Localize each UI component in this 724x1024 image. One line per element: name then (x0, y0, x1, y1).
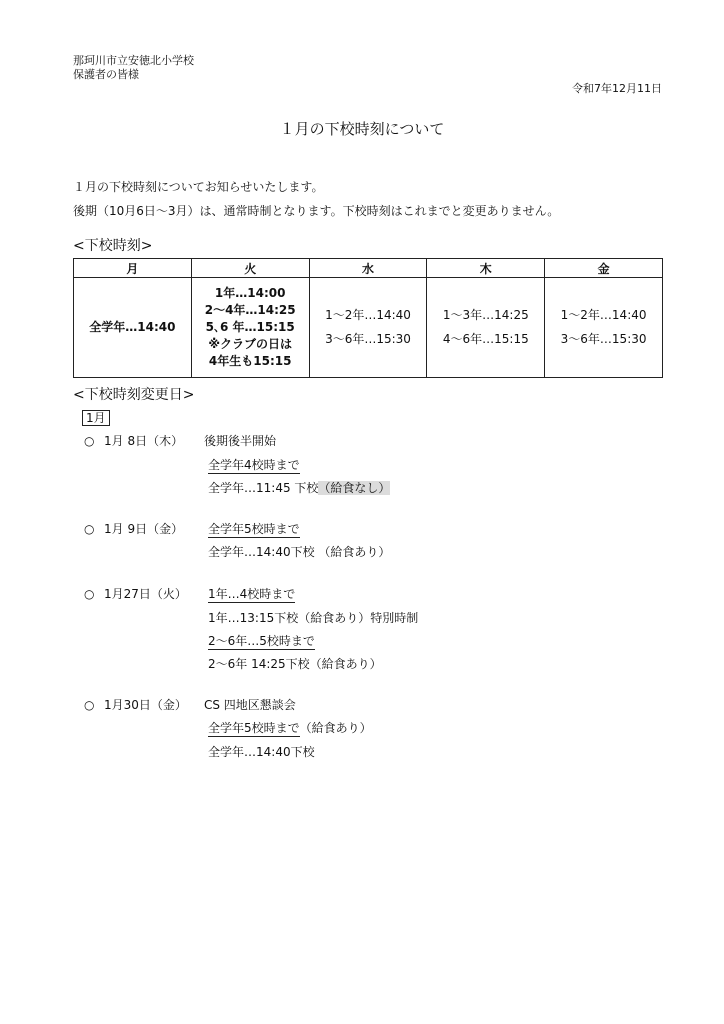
document-title: １月の下校時刻について (279, 120, 445, 138)
intro-line-2: 後期（10月6日～3月）は、通常時制となります。下校時刻はこれまでと変更ありません。 (73, 204, 560, 218)
wed-line: 1～2年…14:40 (325, 308, 411, 322)
thu-cell (427, 278, 545, 378)
thu-line: 4～6年…15:15 (442, 332, 529, 346)
entry-line: 1年…13:15下校（給食あり）特別時制 (208, 611, 419, 625)
table-header-row (74, 259, 663, 278)
issue-date: 令和7年12月11日 (572, 82, 662, 95)
entry-line: 全学年…14:40下校 (208, 745, 315, 759)
entry-event: CS 四地区懇談会 (204, 698, 296, 712)
entry-line-text: 2～6年…5校時まで (208, 634, 315, 648)
thu-line: 1～3年…14:25 (442, 308, 529, 322)
entry-line-text: 1年…4校時まで (208, 587, 296, 601)
entry-marker: ○ (84, 698, 95, 712)
wed-cell (309, 278, 427, 378)
fri-line: 1～2年…14:40 (560, 308, 647, 322)
tue-line: 1年…14:00 (214, 286, 286, 300)
recipient: 保護者の皆様 (73, 68, 139, 81)
entry-marker: ○ (84, 434, 95, 448)
tue-line: 4年生も15:15 (208, 354, 292, 368)
entry-line (208, 521, 300, 537)
month-label-box: 1月 (82, 410, 110, 426)
tue-line: 2～4年…14:25 (204, 303, 296, 317)
entry-line-text: 全学年…11:45 下校 (208, 481, 319, 495)
entry-line: 2～6年 14:25下校（給食あり） (208, 657, 382, 671)
entry-line (208, 586, 295, 602)
fri-cell (545, 278, 663, 378)
day-header-thu: 木 (427, 259, 545, 278)
entry-line-text: 全学年5校時まで (208, 721, 300, 735)
day-header-wed: 水 (309, 259, 427, 278)
entry-line (208, 480, 390, 496)
entry-marker: ○ (84, 522, 95, 536)
entry-date: 1月30日（金） (104, 698, 187, 712)
month-label (82, 410, 110, 426)
entry-marker: ○ (84, 587, 95, 601)
mon-time: 全学年…14:40 (89, 320, 176, 334)
entry-date: 1月 9日（金） (104, 522, 184, 536)
tue-cell (191, 278, 309, 378)
entry-line: 全学年…14:40下校 （給食あり） (208, 545, 391, 559)
dismissal-schedule-table (73, 258, 663, 378)
mon-cell (74, 278, 192, 378)
schedule-heading: <下校時刻> (73, 238, 153, 254)
tue-line: ※クラブの日は (208, 337, 293, 351)
day-header-mon: 月 (74, 259, 192, 278)
fri-line: 3～6年…15:30 (560, 332, 647, 346)
tue-line: 5､6 年…15:15 (205, 320, 295, 334)
table-row (74, 278, 663, 378)
entry-date: 1月 8日（木） (104, 434, 184, 448)
entry-date: 1月27日（火） (104, 587, 187, 601)
entry-line-note: （給食あり） (299, 721, 372, 735)
day-header-fri: 金 (545, 259, 663, 278)
entry-line (208, 720, 372, 736)
entry-line-text: 全学年5校時まで (208, 522, 300, 536)
intro-line-1: １月の下校時刻についてお知らせいたします。 (73, 180, 324, 194)
day-header-tue: 火 (191, 259, 309, 278)
school-name: 那珂川市立安徳北小学校 (73, 54, 194, 67)
entry-line (208, 633, 315, 649)
entry-event: 後期後半開始 (204, 434, 277, 448)
wed-line: 3～6年…15:30 (325, 332, 411, 346)
entry-line-text: 全学年4校時まで (208, 458, 300, 472)
no-lunch-note: （給食なし） (318, 481, 391, 495)
changes-heading: <下校時刻変更日> (73, 387, 195, 403)
entry-line (208, 457, 300, 473)
